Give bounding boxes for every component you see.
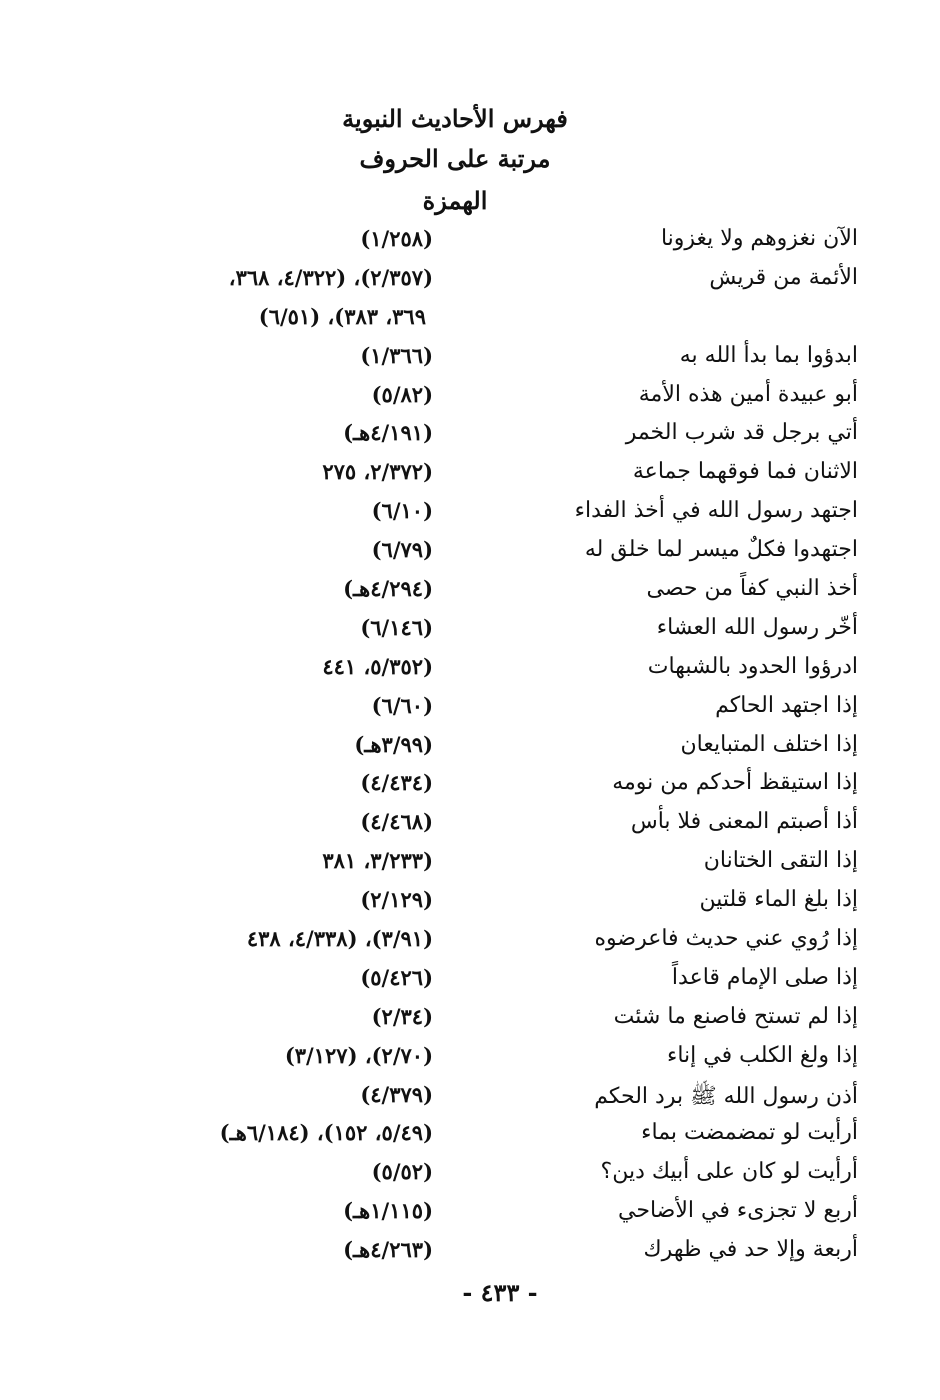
list-item [98,1155,858,1194]
hadith-reference: (٢/٣٥٧)، (٤/٣٢٢، ٣٦٨، [228,264,433,290]
hadith-text: أخّر رسول الله العشاء [656,614,858,640]
hadith-reference: (٦/١٤٦) [360,614,433,640]
list-item [98,222,858,261]
list-item [98,494,858,533]
hadith-reference: (٥/٥٢) [371,1159,433,1185]
list-item [98,378,858,417]
hadith-text: إذا رُوي عني حديث فاعرضوه [594,926,858,952]
list-item [98,961,858,1000]
hadith-text: أربع لا تجزىء في الأضاحي [618,1198,858,1224]
hadith-reference: (٤/٣٧٩) [360,1081,433,1107]
list-item [98,728,858,767]
hadith-text: الأئمة من قريش [709,264,858,290]
list-item [98,455,858,494]
list-item [98,416,858,455]
hadith-text: إذا صلى الإمام قاعداً [671,964,858,990]
hadith-text: اجتهد رسول الله في أخذ الفداء [574,498,858,524]
hadith-reference: (٤/٢٩٤هـ) [343,576,433,602]
hadith-index-list [98,222,858,1272]
hadith-reference: (٣/٢٣٣، ٣٨١ [322,848,433,874]
hadith-text: ابدؤوا بما بدأ الله به [679,342,858,368]
hadith-text: أرأيت لو تمضمضت بماء [641,1120,858,1146]
hadith-text: إذا اختلف المتبايعان [680,731,858,757]
list-item [98,533,858,572]
list-item [98,766,858,805]
hadith-reference: (٢/١٢٩) [360,887,433,913]
list-item [98,1116,858,1155]
list-item [98,689,858,728]
hadith-reference: (٤/١٩١هـ) [343,420,433,446]
hadith-text: إذا لم تستح فاصنع ما شئت [613,1003,858,1029]
hadith-text: إذا بلغ الماء قلتين [699,887,858,913]
list-item [98,339,858,378]
hadith-reference: ٣٦٩، ٣٨٣)، (٦/٥١) [258,303,426,329]
hadith-reference: (٥/٨٢) [371,381,433,407]
hadith-text: أذا أصبتم المعنى فلا بأس [630,809,858,835]
list-item [98,1000,858,1039]
hadith-text: الاثنان فما فوقهما جماعة [632,459,858,485]
hadith-reference: (١/٢٥٨) [360,226,433,251]
hadith-text: اجتهدوا فكلٌ ميسر لما خلق له [584,537,858,563]
list-item [98,805,858,844]
hadith-text: أذن رسول الله ﷺ برد الحكم [594,1083,858,1109]
hadith-reference: (٢/٣٧٢، ٢٧٥ [322,459,433,485]
hadith-text: ادرؤوا الحدود بالشبهات [647,653,858,679]
hadith-text: إذا التقى الختانان [703,848,858,874]
list-item [98,1078,858,1117]
hadith-reference: (٣/٩٩هـ) [354,731,433,757]
hadith-reference: (١/٣٦٦) [360,342,433,368]
list-item [98,844,858,883]
hadith-text: أتي برجل قد شرب الخمر [625,420,858,446]
hadith-text: أخذ النبي كفاً من حصى [646,576,858,602]
list-item [98,261,858,300]
hadith-reference: (٣/٩١)، (٤/٣٣٨، ٤٣٨ [246,926,433,952]
list-item [98,1194,858,1233]
hadith-text: إذا ولغ الكلب في إناء [666,1042,858,1068]
hadith-text: إذا استيقظ أحدكم من نومه [612,770,858,796]
hadith-reference: (٢/٧٠)، (٣/١٢٧) [284,1042,433,1068]
hadith-reference: (٤/٤٦٨) [360,809,433,835]
list-item [98,650,858,689]
page-number: - ٤٣٣ - [462,1278,538,1307]
hadith-text: أبو عبيدة أمين هذه الأمة [638,381,858,407]
hadith-reference: (١/١١٥هـ) [343,1198,433,1224]
page-title: فهرس الأحاديث النبوية [342,104,568,133]
list-item [98,922,858,961]
list-item-continuation [98,300,858,339]
hadith-reference: (٦/١٠) [371,498,433,524]
hadith-reference: (٥/٤٢٦) [360,964,433,990]
hadith-text: إذا اجتهد الحاكم [715,692,858,718]
list-item [98,1233,858,1272]
hadith-text: الآن نغزوهم ولا يغزونا [660,226,858,251]
hadith-reference: (٤/٤٣٤) [360,770,433,796]
list-item [98,611,858,650]
hadith-reference: (٦/٦٠) [371,692,433,718]
page-subtitle: مرتبة على الحروف [359,144,551,173]
hadith-reference: (٤/٢٦٣هـ) [343,1237,433,1263]
hadith-text: أرأيت لو كان على أبيك دين؟ [600,1159,858,1185]
list-item [98,572,858,611]
hadith-reference: (٥/٣٥٢، ٤٤١ [322,653,433,679]
list-item [98,1039,858,1078]
list-item [98,883,858,922]
hadith-reference: (٥/٤٩، ١٥٢)، (٦/١٨٤هـ) [219,1120,433,1146]
hadith-reference: (٦/٧٩) [371,537,433,563]
hadith-text: أربعة وإلا حد في ظهرك [643,1237,858,1263]
hadith-reference: (٢/٣٤) [371,1003,433,1029]
section-heading: الهمزة [422,186,488,215]
